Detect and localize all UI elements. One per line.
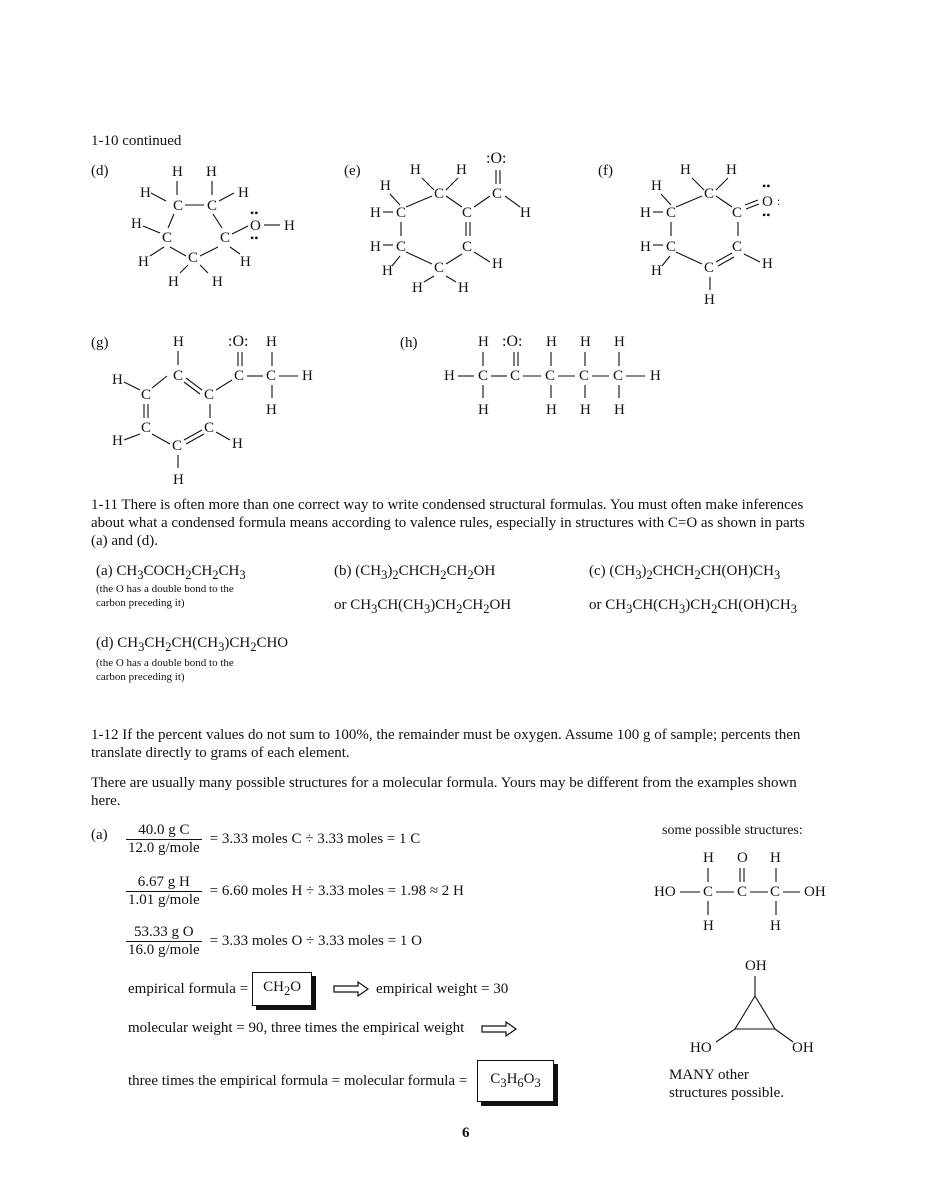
svg-text:C: C bbox=[204, 420, 215, 436]
part-f-label: (f) bbox=[598, 163, 613, 179]
svg-text:H: H bbox=[651, 178, 662, 194]
svg-text:C: C bbox=[613, 368, 624, 384]
svg-text:C: C bbox=[204, 387, 215, 403]
svg-text:H: H bbox=[546, 334, 557, 350]
q1-11-a: (a) $CH_3COCH_2CH_2CH_3$ bbox=[96, 563, 246, 582]
svg-text:C: C bbox=[666, 205, 677, 221]
svg-text:H: H bbox=[131, 216, 142, 232]
svg-text:C: C bbox=[703, 884, 714, 900]
svg-text:OH: OH bbox=[804, 884, 826, 900]
svg-text:H: H bbox=[173, 334, 184, 350]
svg-text:C: C bbox=[396, 239, 407, 255]
svg-text:C: C bbox=[510, 368, 521, 384]
structures-label: some possible structures: bbox=[662, 823, 803, 838]
q1-12-intro: 1-12 If the percent values do not sum to 100%, the remainder must be oxygen. Assume 100 g of sample; percents then translate directly to grams of each element. bbox=[91, 727, 801, 761]
q1-11-b-alt: or $CH_3CH(CH_3)CH_2CH_2OH$ bbox=[334, 597, 512, 616]
svg-text:C: C bbox=[579, 368, 590, 384]
q1-12-note: There are usually many possible structures for a molecular formula. Yours may be different from the examples shown here. bbox=[91, 775, 797, 809]
svg-text:H: H bbox=[302, 368, 313, 384]
svg-text:C: C bbox=[666, 239, 677, 255]
svg-text:H: H bbox=[370, 205, 381, 221]
part-e-label: (e) bbox=[344, 163, 361, 179]
svg-text:H: H bbox=[412, 280, 423, 296]
svg-text:C: C bbox=[770, 884, 781, 900]
svg-text:HO: HO bbox=[690, 1040, 712, 1056]
svg-text:H: H bbox=[284, 218, 295, 234]
svg-text:C: C bbox=[220, 230, 231, 246]
svg-text:C: C bbox=[732, 205, 743, 221]
svg-text:C: C bbox=[141, 420, 152, 436]
svg-text:••: •• bbox=[762, 208, 771, 222]
svg-text:C: C bbox=[173, 368, 184, 384]
svg-text:C: C bbox=[188, 250, 199, 266]
q1-11-d: (d) $CH_3CH_2CH(CH_3)CH_2CHO$ bbox=[96, 635, 289, 654]
svg-text:H: H bbox=[266, 402, 277, 418]
svg-text:H: H bbox=[382, 263, 393, 279]
svg-text:H: H bbox=[770, 850, 781, 866]
svg-text:C: C bbox=[173, 198, 184, 214]
svg-text:H: H bbox=[492, 256, 503, 272]
part-h-label: (h) bbox=[400, 335, 418, 351]
svg-text:C: C bbox=[704, 186, 715, 202]
svg-text:H: H bbox=[410, 162, 421, 178]
svg-text:H: H bbox=[770, 918, 781, 934]
page-number: 6 bbox=[462, 1125, 470, 1141]
svg-text:H: H bbox=[206, 164, 217, 180]
svg-text:OH: OH bbox=[745, 958, 767, 974]
svg-text:H: H bbox=[650, 368, 661, 384]
svg-text::O:: :O: bbox=[502, 333, 523, 350]
svg-text:C: C bbox=[492, 186, 503, 202]
svg-text:H: H bbox=[478, 402, 489, 418]
svg-text::: : bbox=[777, 194, 781, 208]
svg-text:OH: OH bbox=[792, 1040, 814, 1056]
svg-text:H: H bbox=[703, 850, 714, 866]
svg-text:H: H bbox=[238, 185, 249, 201]
svg-text:H: H bbox=[140, 185, 151, 201]
q1-11-a-note: (the O has a double bond to the carbon preceding it) bbox=[96, 583, 234, 609]
svg-text:H: H bbox=[478, 334, 489, 350]
svg-text:H: H bbox=[580, 402, 591, 418]
svg-text:C: C bbox=[462, 239, 473, 255]
svg-text:O: O bbox=[737, 850, 748, 866]
empirical-formula-row: empirical formula = $CH_2O$ empirical weight = 30 bbox=[128, 972, 508, 1006]
svg-text:H: H bbox=[640, 205, 651, 221]
q1-11-c-alt: or $CH_3CH(CH_3)CH_2CH(OH)CH_3$ bbox=[589, 597, 797, 616]
svg-text:C: C bbox=[732, 239, 743, 255]
svg-text:H: H bbox=[172, 164, 183, 180]
calc-hydrogen: $\frac{\text{6.67 g H}}{\text{1.01 g/mole}}$ = 6.60 moles H ÷ 3.33 moles = 1.98 ≈ 2 H bbox=[128, 874, 464, 908]
svg-text:C: C bbox=[462, 205, 473, 221]
svg-text:H: H bbox=[704, 292, 715, 308]
svg-text:H: H bbox=[703, 918, 714, 934]
svg-text:C: C bbox=[434, 186, 445, 202]
svg-text:H: H bbox=[138, 254, 149, 270]
svg-text:H: H bbox=[370, 239, 381, 255]
svg-text:HO: HO bbox=[654, 884, 676, 900]
svg-text:O: O bbox=[762, 194, 773, 210]
svg-text:H: H bbox=[520, 205, 531, 221]
svg-text:H: H bbox=[232, 436, 243, 452]
many-structures-note: MANY other structures possible. bbox=[669, 1067, 784, 1101]
svg-text:H: H bbox=[168, 274, 179, 290]
svg-text:H: H bbox=[212, 274, 223, 290]
svg-text:C: C bbox=[434, 260, 445, 276]
calc-carbon: $\frac{\text{40.0 g C}}{\text{12.0 g/mole}}$ = 3.33 moles C ÷ 3.33 moles = 1 C bbox=[128, 822, 421, 856]
svg-text::O:: :O: bbox=[228, 333, 249, 350]
q1-11-intro: 1-11 There is often more than one correct way to write condensed structural formulas. You must often make inferences about what a condensed formula means according to valence rules, especially in structures with C=O as shown in parts (a) and (d). bbox=[91, 497, 805, 549]
svg-text:••: •• bbox=[250, 231, 259, 245]
svg-text:H: H bbox=[240, 254, 251, 270]
molecular-formula-box: $C_3H_6O_3$ bbox=[477, 1060, 553, 1102]
svg-text:C: C bbox=[545, 368, 556, 384]
svg-text:••: •• bbox=[250, 206, 259, 220]
svg-text:C: C bbox=[396, 205, 407, 221]
q1-11-b: (b) $(CH_3)_2CHCH_2CH_2OH$ bbox=[334, 563, 496, 582]
svg-text:H: H bbox=[456, 162, 467, 178]
svg-text:C: C bbox=[737, 884, 748, 900]
part-g-label: (g) bbox=[91, 335, 109, 351]
svg-text:C: C bbox=[162, 230, 173, 246]
svg-text:H: H bbox=[580, 334, 591, 350]
calc-oxygen: $\frac{\text{53.33 g O}}{\text{16.0 g/mole}}$ = 3.33 moles O ÷ 3.33 moles = 1 O bbox=[128, 924, 422, 958]
svg-text:H: H bbox=[380, 178, 391, 194]
svg-text:C: C bbox=[478, 368, 489, 384]
svg-text:O: O bbox=[250, 218, 261, 234]
q1-11-d-note: (the O has a double bond to the carbon preceding it) bbox=[96, 657, 234, 683]
empirical-formula-box: $CH_2O$ bbox=[252, 972, 312, 1006]
svg-text:H: H bbox=[173, 472, 184, 488]
molecular-formula-row: three times the empirical formula = molecular formula = $C_3H_6O_3$ bbox=[128, 1060, 554, 1102]
svg-text::O:: :O: bbox=[486, 150, 507, 167]
svg-text:H: H bbox=[546, 402, 557, 418]
svg-text:C: C bbox=[207, 198, 218, 214]
svg-text:H: H bbox=[444, 368, 455, 384]
svg-text:C: C bbox=[141, 387, 152, 403]
svg-text:C: C bbox=[234, 368, 245, 384]
svg-text:H: H bbox=[112, 372, 123, 388]
q1-11-c: (c) $(CH_3)_2CHCH_2CH(OH)CH_3$ bbox=[589, 563, 781, 582]
svg-text:H: H bbox=[726, 162, 737, 178]
svg-text:H: H bbox=[680, 162, 691, 178]
section-header: 1-10 continued bbox=[91, 133, 182, 149]
svg-text:H: H bbox=[640, 239, 651, 255]
part-d-label: (d) bbox=[91, 163, 109, 179]
svg-text:H: H bbox=[614, 334, 625, 350]
molecular-weight-row: molecular weight = 90, three times the empirical weight bbox=[128, 1020, 524, 1037]
svg-text:H: H bbox=[112, 433, 123, 449]
svg-text:C: C bbox=[172, 438, 183, 454]
q1-12-a-label: (a) bbox=[91, 827, 108, 843]
svg-text:H: H bbox=[458, 280, 469, 296]
svg-text:C: C bbox=[704, 260, 715, 276]
svg-text:H: H bbox=[614, 402, 625, 418]
svg-text:H: H bbox=[266, 334, 277, 350]
svg-text:••: •• bbox=[762, 179, 771, 193]
svg-text:H: H bbox=[651, 263, 662, 279]
svg-text:H: H bbox=[762, 256, 773, 272]
svg-text:C: C bbox=[266, 368, 277, 384]
